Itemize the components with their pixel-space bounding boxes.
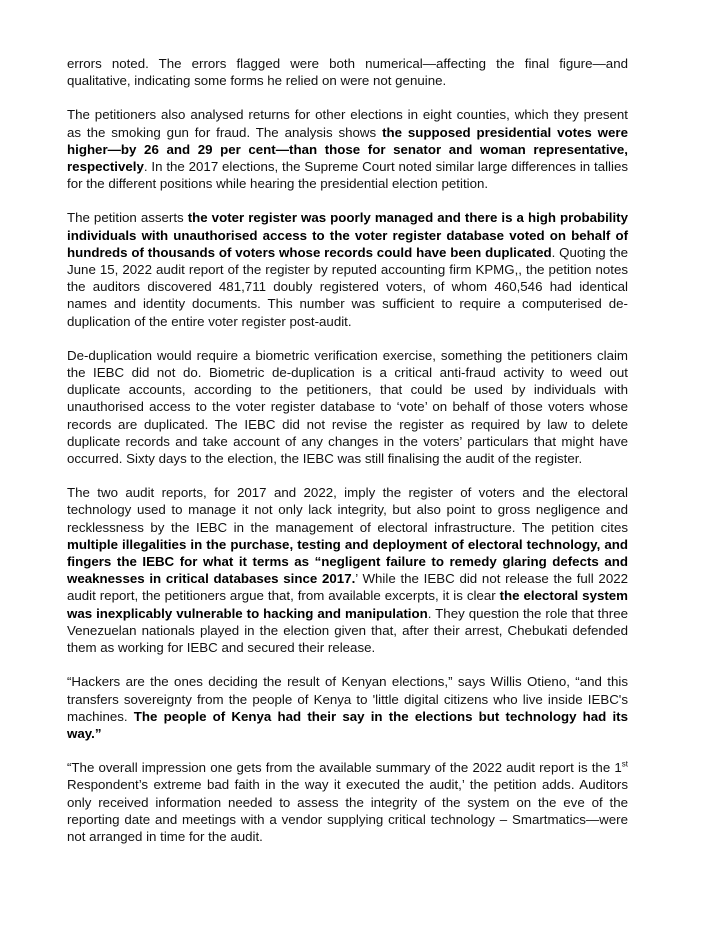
body-text: . They question the role that three Venezuelan nationals played in the election given that, after their arrest, Chebukati defended them as working for IEBC and secured their release. xyxy=(67,605,628,656)
body-text: errors noted. The errors flagged were both numerical—affecting the final figure—and qualitative, indicating some forms he relied on were not genuine. xyxy=(67,56,628,89)
bold-text: The people of Kenya had their say in the elections but technology had its way.” xyxy=(67,708,628,741)
body-text: “The overall impression one gets from the available summary of the 2022 audit report is the 1 xyxy=(67,760,622,776)
superscript-text: st xyxy=(621,759,628,769)
body-text: . In the 2017 elections, the Supreme Court noted similar large differences in tallies for the different positions while hearing the presidential election petition. xyxy=(67,159,628,192)
paragraph xyxy=(67,55,628,89)
bold-text: the electoral system was inexplicably vulnerable to hacking and manipulation xyxy=(67,588,628,621)
paragraph xyxy=(67,759,628,845)
body-text: The petition asserts xyxy=(67,210,188,226)
body-text: “Hackers are the ones deciding the result of Kenyan elections,” says Willis Otieno, “and this transfers sovereignty from the people of Kenya to 'little digital citizens who live inside IEBC's machines. xyxy=(67,674,628,724)
document-page xyxy=(67,55,628,862)
body-text: Respondent’s extreme bad faith in the way it executed the audit,’ the petition adds. Auditors only received information needed to assess the integrity of the system on the eve of the reporting date and meetings with a vendor supplying critical technology – Smartmatics—were not arranged in time for the audit. xyxy=(67,777,628,844)
bold-text: the voter register was poorly managed and there is a high probability individuals with unauthorised access to the voter register database voted on behalf of hundreds of thousands of voters whose records could have been duplicated xyxy=(67,210,628,260)
paragraph xyxy=(67,347,628,467)
paragraph xyxy=(67,484,628,656)
paragraph xyxy=(67,673,628,742)
body-text: The two audit reports, for 2017 and 2022, imply the register of voters and the electoral technology used to manage it not only lack integrity, but also point to gross negligence and recklessness by the IEBC in the management of electoral infrastructure. The petition cites xyxy=(67,485,628,535)
body-text: . Quoting the June 15, 2022 audit report of the register by reputed accounting firm KPMG,, the petition notes the auditors discovered 481,711 doubly registered voters, of whom 460,546 had identical names and identity documents. This number was sufficient to require a computerised de-duplication of the entire voter register post-audit. xyxy=(67,244,629,329)
paragraph xyxy=(67,106,628,192)
bold-text: multiple illegalities in the purchase, testing and deployment of electoral technology, and fingers the IEBC for what it terms as “negligent failure to remedy glaring defects and weaknesses in critical databases since 2017. xyxy=(67,536,628,587)
paragraph xyxy=(67,209,628,329)
body-text: ’ While the IEBC did not release the full 2022 audit report, the petitioners argue that, from available excerpts, it is clear xyxy=(67,571,628,604)
body-text: De-duplication would require a biometric verification exercise, something the petitioners claim the IEBC did not do. Biometric de-duplication is a critical anti-fraud activity to weed out duplicate accounts, according to the petitioners, that could be used by individuals with unauthorised access to the voter register database to ‘vote’ on behalf of those voters whose records are duplicated. The IEBC did not revise the register as required by law to delete duplicate records and take account of any changes in the voters’ particulars that might have occurred. Sixty days to the election, the IEBC was still finalising the audit of the register. xyxy=(67,347,628,467)
body-text: The petitioners also analysed returns for other elections in eight counties, which they present as the smoking gun for fraud. The analysis shows xyxy=(67,107,628,140)
bold-text: the supposed presidential votes were higher—by 26 and 29 per cent—than those for senator and woman representative, respectively xyxy=(67,124,628,175)
